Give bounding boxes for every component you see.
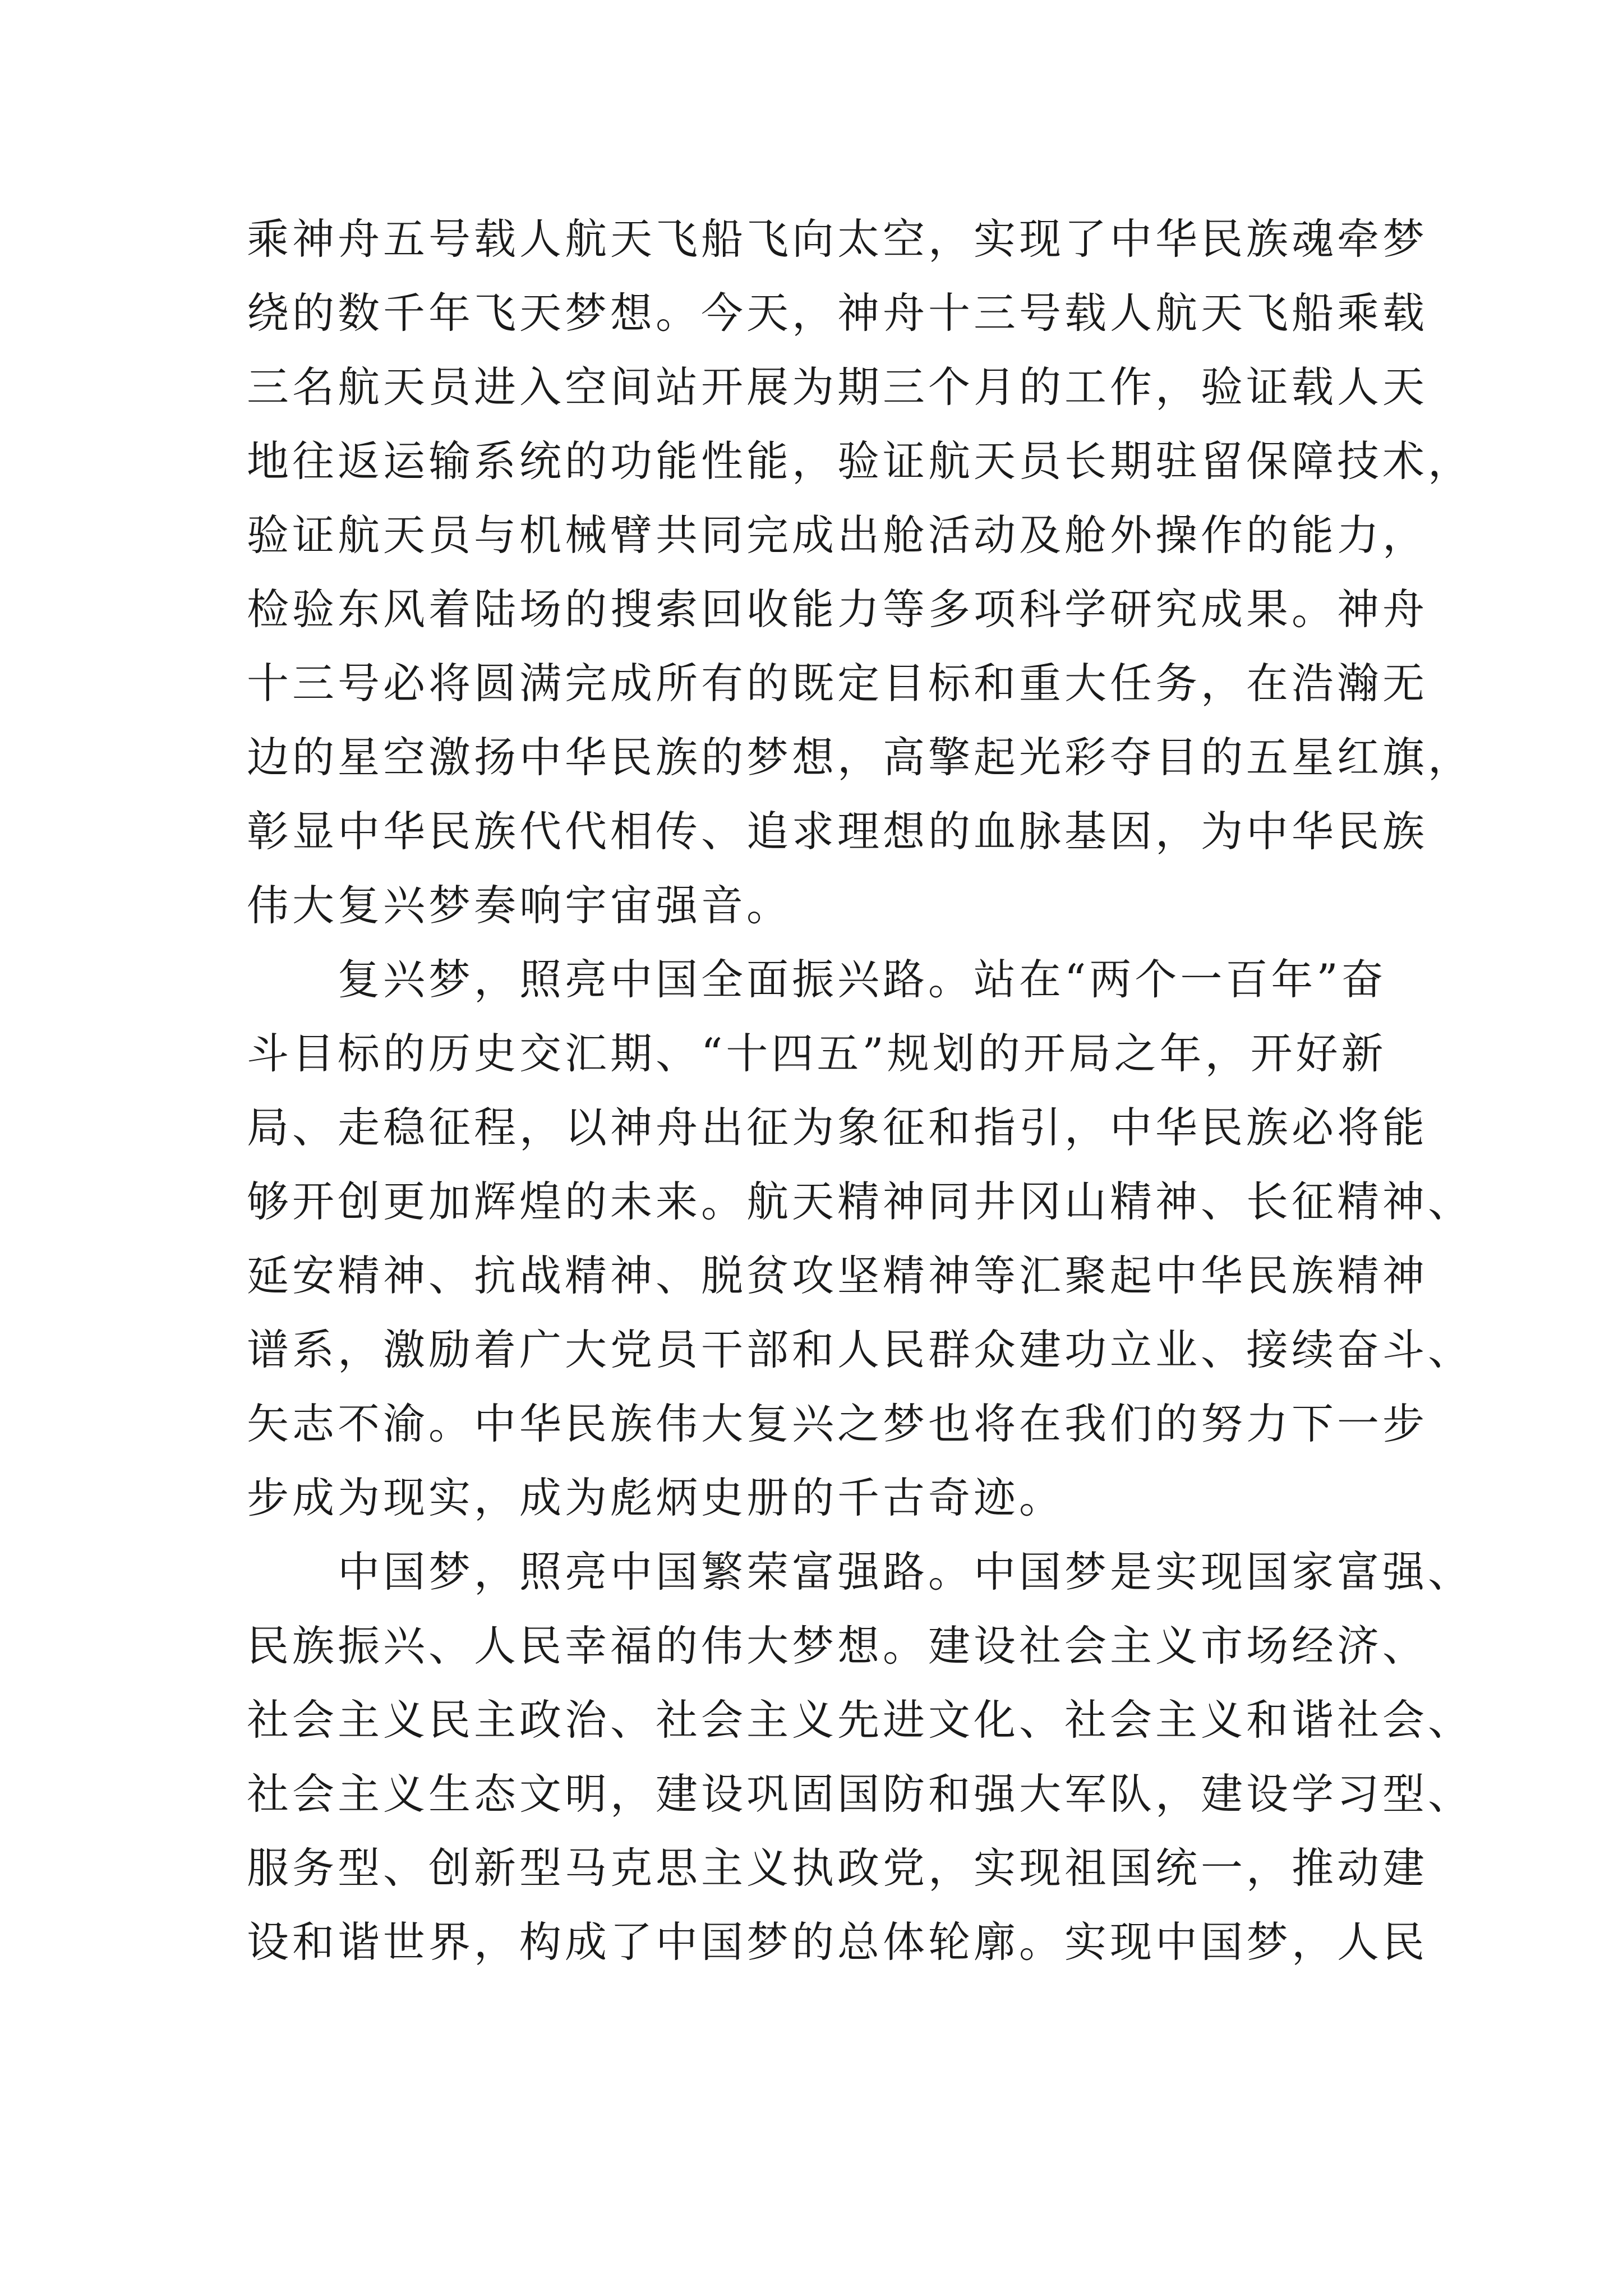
text-line: 三名航天员进入空间站开展为期三个月的工作，验证载人天 — [247, 362, 1428, 412]
text-line: 局、走稳征程，以神舟出征为象征和指引，中华民族必将能 — [247, 1103, 1428, 1152]
text-line: 检验东风着陆场的搜索回收能力等多项科学研究成果。神舟 — [247, 585, 1428, 634]
text-line: 彰显中华民族代代相传、追求理想的血脉基因，为中华民族 — [247, 807, 1428, 856]
text-line: 绕的数千年飞天梦想。今天，神舟十三号载人航天飞船乘载 — [247, 288, 1428, 338]
text-line: 验证航天员与机械臂共同完成出舱活动及舱外操作的能力， — [247, 510, 1428, 560]
text-line: 伟大复兴梦奏响宇宙强音。 — [247, 881, 792, 930]
text-line: 矢志不渝。中华民族伟大复兴之梦也将在我们的努力下一步 — [247, 1399, 1428, 1448]
text-line: 十三号必将圆满完成所有的既定目标和重大任务，在浩瀚无 — [247, 659, 1428, 708]
text-line: 设和谐世界，构成了中国梦的总体轮廓。实现中国梦，人民 — [247, 1917, 1428, 1967]
text-line: 复兴梦，照亮中国全面振兴路。站在“两个一百年”奋 — [338, 955, 1387, 1004]
text-line: 社会主义民主政治、社会主义先进文化、社会主义和谐社会、 — [247, 1695, 1474, 1745]
text-line: 中国梦，照亮中国繁荣富强路。中国梦是实现国家富强、 — [338, 1547, 1474, 1596]
text-line: 谱系，激励着广大党员干部和人民群众建功立业、接续奋斗、 — [247, 1325, 1474, 1374]
text-line: 边的星空激扬中华民族的梦想，高擎起光彩夺目的五星红旗， — [247, 733, 1474, 782]
document-body — [247, 202, 1474, 1979]
text-line: 步成为现实，成为彪炳史册的千古奇迹。 — [247, 1473, 1065, 1522]
text-line: 延安精神、抗战精神、脱贫攻坚精神等汇聚起中华民族精神 — [247, 1251, 1428, 1300]
paragraph-3 — [247, 1535, 1474, 1979]
text-line: 乘神舟五号载人航天飞船飞向太空，实现了中华民族魂牵梦 — [247, 214, 1428, 264]
paragraph-1 — [247, 202, 1474, 942]
paragraph-2 — [247, 942, 1474, 1535]
text-line: 够开创更加辉煌的未来。航天精神同井冈山精神、长征精神、 — [247, 1177, 1474, 1226]
text-line: 斗目标的历史交汇期、“十四五”规划的开局之年，开好新 — [247, 1029, 1387, 1078]
text-line: 社会主义生态文明，建设巩固国防和强大军队，建设学习型、 — [247, 1769, 1474, 1819]
text-line: 服务型、创新型马克思主义执政党，实现祖国统一，推动建 — [247, 1843, 1428, 1893]
text-line: 民族振兴、人民幸福的伟大梦想。建设社会主义市场经济、 — [247, 1621, 1428, 1671]
text-line: 地往返运输系统的功能性能，验证航天员长期驻留保障技术， — [247, 436, 1474, 486]
